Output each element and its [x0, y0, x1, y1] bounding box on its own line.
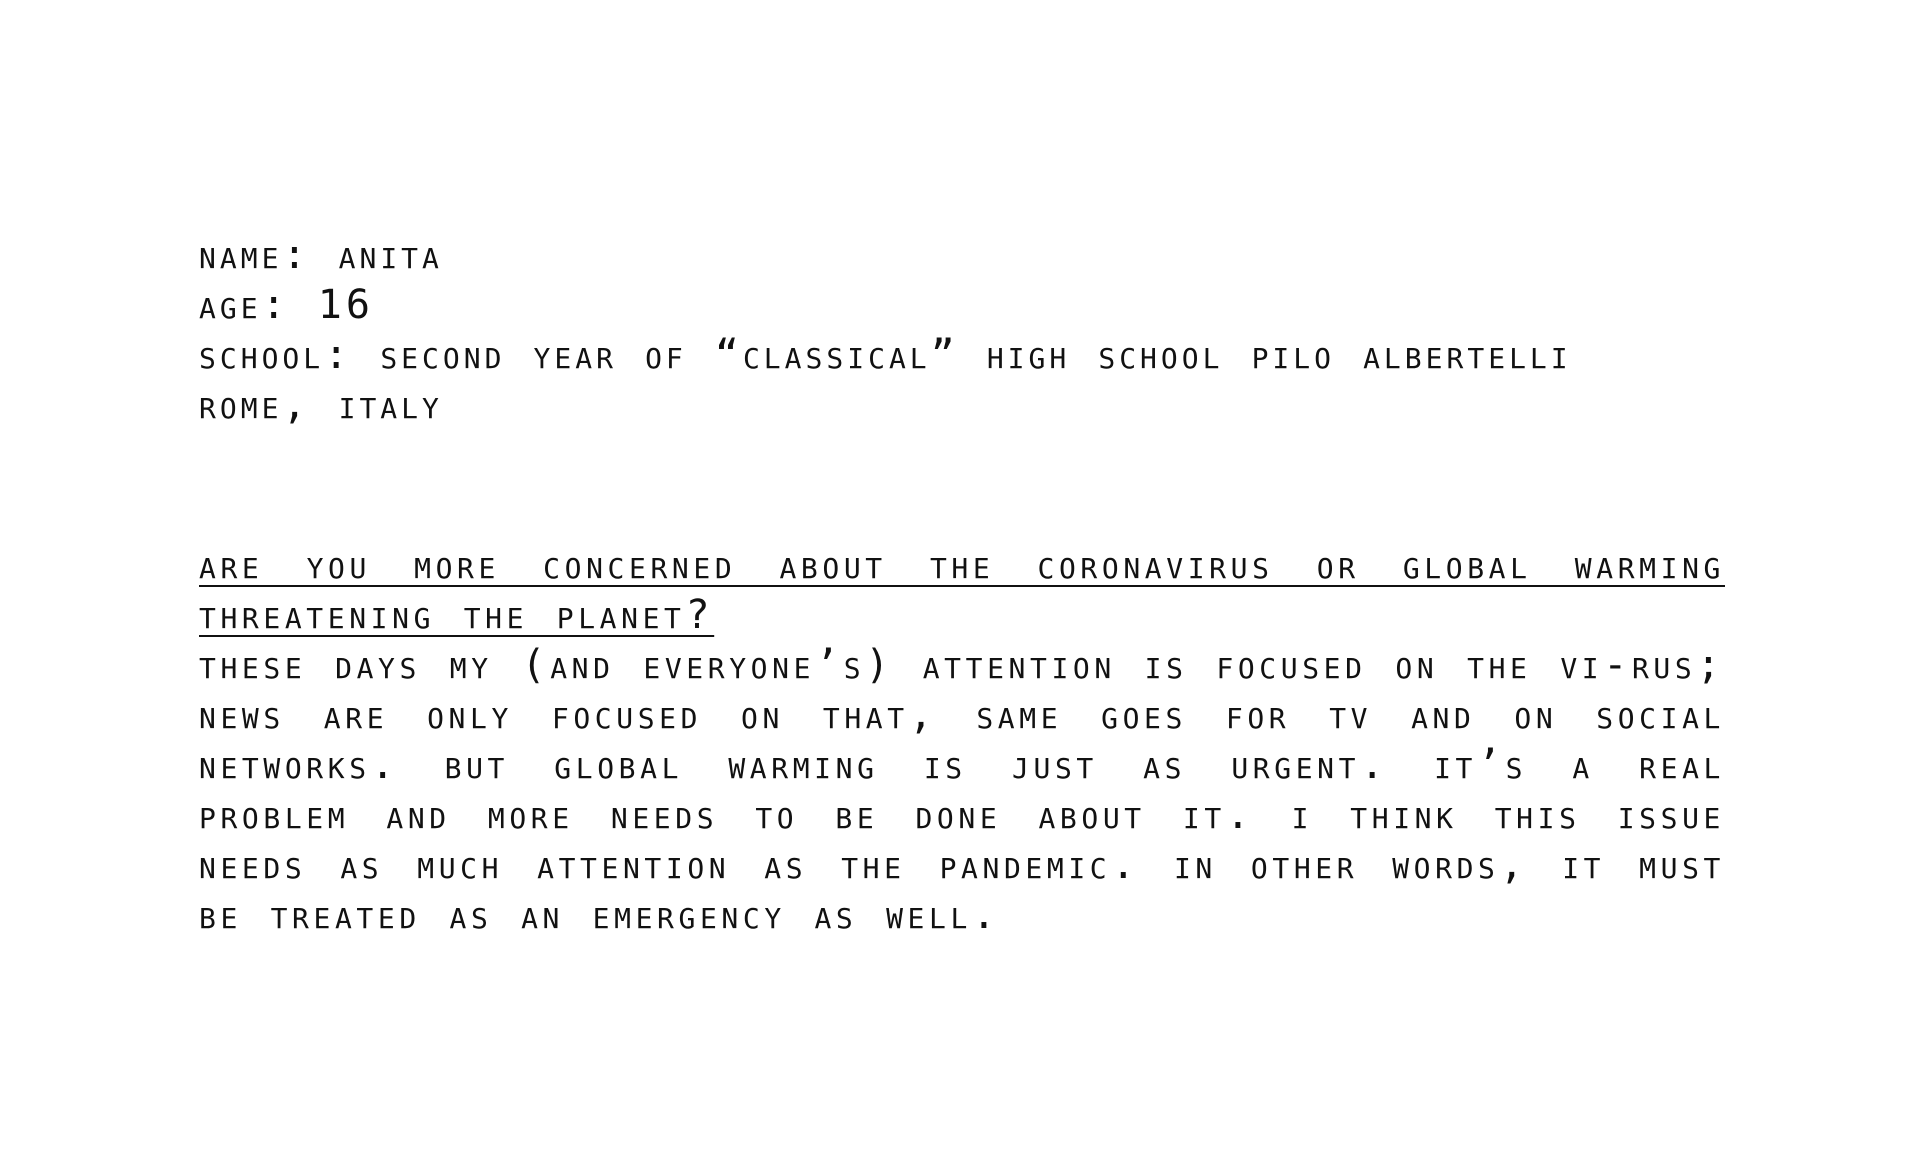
- age-label: age:: [199, 282, 290, 328]
- interview-question: are you more concerned about the coronavirus or global warming threatening the planet?: [199, 542, 1725, 638]
- interview-answer: these days my (and everyone’s) attention is focused on the vi-rus; news are only focused on that, same goes for tv and on social networks. but global warming is just as urgent. it’s a real problem and more needs to be done about it. i think this issue needs as much attention as the pandemic. in other words, it must be treated as an emergency as well.: [199, 642, 1725, 938]
- interview-content: [199, 230, 1725, 940]
- school-value: second year of “classical” high school pilo albertelli: [380, 332, 1572, 378]
- name-label: name:: [199, 232, 311, 278]
- age-value: 16: [317, 282, 374, 328]
- school-line: [199, 330, 1725, 380]
- location-line: rome, italy: [199, 382, 443, 428]
- section-gap: [199, 430, 1725, 540]
- name-value: anita: [338, 232, 443, 278]
- name-line: [199, 230, 1725, 280]
- school-label: school:: [199, 332, 353, 378]
- age-line: [199, 280, 1725, 330]
